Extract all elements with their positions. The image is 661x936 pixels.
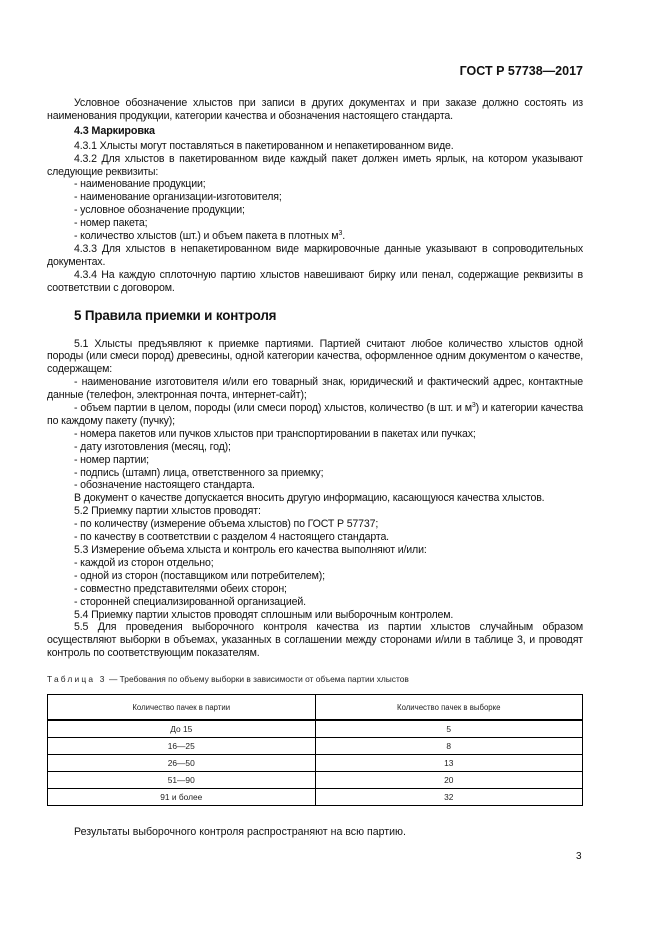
paragraph-5-3: 5.3 Измерение объема хлыста и контроль его качества выполняют и/или:: [74, 544, 427, 556]
list-item: - одной из сторон (поставщиком или потребителем);: [47, 570, 583, 583]
paragraph-4-3-1: 4.3.1 Хлысты могут поставляться в пакетированном и непакетированном виде.: [74, 139, 454, 152]
list-item: - номер партии;: [47, 454, 583, 467]
list-item: - условное обозначение продукции;: [47, 204, 583, 217]
table-cell: 13: [315, 755, 583, 772]
document-body: [47, 97, 583, 660]
list-item: - совместно представителями обеих сторон;: [47, 583, 583, 596]
table-row: [48, 755, 583, 772]
list-item: - объем партии в целом, породы (или смеси пород) хлыстов, количество (в шт. и $м^3$) и категории качества по каждому пакету (пучку);: [47, 402, 583, 427]
paragraph-5-4: 5.4 Приемку партии хлыстов проводят сплошным или выборочным контролем.: [74, 608, 454, 621]
paragraph-5-1: 5.1 Хлысты предъявляют к приемке партиями. Партией считают любое количество хлыстов одной породы (или смеси пород) древесины, одной категории качества, оформленное одним документом о качестве, содержащем:: [47, 337, 583, 376]
table-row: [48, 738, 583, 755]
paragraph-5-2: 5.2 Приемку партии хлыстов проводят:: [74, 505, 261, 518]
paragraph-4-3-3: 4.3.3 Для хлыстов в непакетированном виде маркировочные данные указывают в сопроводительных документах.: [47, 242, 583, 268]
after-table-paragraph: Результаты выборочного контроля распространяют на всю партию.: [74, 826, 406, 838]
table-cell: 16—25: [48, 738, 316, 755]
list-item: - количество хлыстов (шт.) и объем пакета в плотных $м^3$.: [47, 230, 583, 243]
list-item: - номер пакета;: [47, 217, 583, 230]
list-item: - наименование продукции;: [47, 178, 583, 191]
table-cell: 8: [315, 738, 583, 755]
page-number: 3: [576, 851, 582, 862]
table-row: [48, 772, 583, 789]
list-item: - наименование изготовителя и/или его товарный знак, юридический и фактический адрес, контактные данные (телефон, электронная почта, интернет-сайт);: [47, 376, 584, 402]
table-cell: 51—90: [48, 772, 316, 789]
paragraph-5-5: 5.5 Для проведения выборочного контроля качества из партии хлыстов случайным образом осуществляют выборки в объемах, указанных в соглашении между сторонами и/или в таблице 3, и проводят контроль по соответствующим показателям.: [47, 621, 583, 660]
list-item: - каждой из сторон отдельно;: [47, 557, 583, 570]
table-cell: 26—50: [48, 755, 316, 772]
paragraph-4-3-2: 4.3.2 Для хлыстов в пакетированном виде каждый пакет должен иметь ярлык, на котором указывают следующие реквизиты:: [47, 152, 583, 178]
table-cell: 91 и более: [48, 789, 316, 806]
table-header-row: [48, 695, 583, 721]
document-header-id: ГОСТ Р 57738—2017: [459, 64, 583, 78]
list-item: - по количеству (измерение объема хлыстов) по ГОСТ Р 57737;: [47, 518, 583, 531]
list-item: - по качеству в соответствии с разделом 4 настоящего стандарта.: [47, 531, 583, 544]
table-cell: 32: [315, 789, 583, 806]
table-cell: До 15: [48, 720, 316, 738]
table-cell: 5: [315, 720, 583, 738]
list-item: - дату изготовления (месяц, год);: [47, 441, 583, 454]
paragraph-5-1-note: В документ о качестве допускается вносить другую информацию, касающуюся качества хлыстов.: [74, 492, 545, 505]
table-cell: 20: [315, 772, 583, 789]
paragraph-4-2-10: Условное обозначение хлыстов при записи в других документах и при заказе должно состоять из наименования продукции, категории качества и обозначения настоящего стандарта.: [47, 97, 583, 122]
column-header: Количество пачек в выборке: [315, 695, 583, 721]
list-item: - наименование организации-изготовителя;: [47, 191, 583, 204]
heading-section-5: 5 Правила приемки и контроля: [74, 307, 277, 323]
heading-4-3: 4.3 Маркировка: [74, 124, 155, 137]
list-item: - сторонней специализированной организацией.: [47, 596, 583, 609]
table-caption: Таблица 3 — Требования по объему выборки в зависимости от объема партии хлыстов: [47, 674, 409, 684]
table-row: [48, 789, 583, 806]
column-header: Количество пачек в партии: [48, 695, 316, 721]
list-item: - номера пакетов или пучков хлыстов при транспортировании в пакетах или пучках;: [47, 428, 583, 441]
table-row: [48, 720, 583, 738]
list-item: - подпись (штамп) лица, ответственного за приемку;: [47, 467, 583, 480]
list-item: - обозначение настоящего стандарта.: [47, 479, 583, 492]
paragraph-4-3-4: 4.3.4 На каждую сплоточную партию хлыстов навешивают бирку или пенал, содержащие реквизиты в соответствии с договором.: [47, 268, 583, 294]
sample-size-table: [47, 694, 583, 806]
